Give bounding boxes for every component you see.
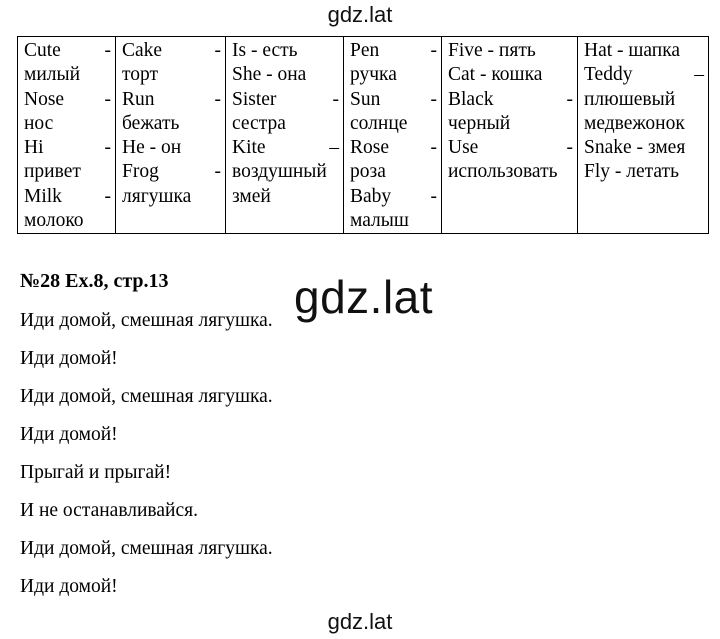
vocab-dash: - <box>104 40 111 61</box>
vocab-word: лягушка <box>122 185 192 207</box>
vocab-word: использовать <box>448 161 558 183</box>
vocab-dash: - <box>430 88 437 110</box>
vocab-word: Kite <box>232 137 266 159</box>
vocab-word: Hat - шапка <box>584 40 681 61</box>
vocab-word: Teddy <box>584 64 633 86</box>
vocab-word: Rose <box>350 137 389 159</box>
vocab-word: Snake - змея <box>584 137 686 159</box>
vocab-dash: - <box>430 137 437 159</box>
exercise-line: И не останавливайся. <box>20 500 198 521</box>
vocab-word: медвежонок <box>584 112 685 134</box>
vocab-cell-3 <box>226 37 344 234</box>
vocab-cell-4 <box>344 37 442 234</box>
vocab-line <box>448 136 573 160</box>
vocab-cell-2 <box>116 37 226 234</box>
exercise-line: Иди домой, смешная лягушка. <box>20 386 273 407</box>
vocab-word: черный <box>448 112 511 134</box>
vocab-line <box>350 112 437 136</box>
vocab-line <box>448 112 573 136</box>
vocab-word: Run <box>122 88 155 110</box>
vocab-word: роза <box>350 161 386 183</box>
vocab-dash: - <box>332 88 339 110</box>
vocab-word: Cat - кошка <box>448 64 543 86</box>
vocab-word: Milk <box>24 185 62 207</box>
watermark-top: gdz.lat <box>327 2 393 27</box>
vocab-word: Baby <box>350 185 392 207</box>
vocab-dash: - <box>214 88 221 110</box>
vocab-word: Five - пять <box>448 40 536 61</box>
vocab-line <box>350 209 437 233</box>
vocab-dash: - <box>566 137 573 159</box>
vocab-line <box>448 63 573 87</box>
vocab-word: солнце <box>350 112 408 134</box>
vocab-line <box>122 88 221 112</box>
vocab-line <box>448 160 573 184</box>
vocab-dash: - <box>104 88 111 110</box>
vocabulary-row <box>18 37 709 234</box>
vocab-line <box>584 160 704 184</box>
vocab-word: Black <box>448 88 494 110</box>
vocab-word: Nose <box>24 88 65 110</box>
vocab-word: привет <box>24 161 81 183</box>
vocab-line <box>448 39 573 63</box>
vocab-word: ручка <box>350 64 397 86</box>
vocab-line <box>122 63 221 87</box>
exercise-line: Прыгай и прыгай! <box>20 462 172 483</box>
vocab-word: милый <box>24 64 81 86</box>
vocab-word: молоко <box>24 210 84 232</box>
vocab-line <box>350 63 437 87</box>
vocab-line <box>232 160 339 184</box>
vocab-word: Is - есть <box>232 40 298 61</box>
vocab-word: Use <box>448 137 479 159</box>
vocab-line <box>350 39 437 63</box>
vocab-line <box>24 160 111 184</box>
vocab-word: Hi <box>24 137 44 159</box>
exercise-line: Иди домой! <box>20 576 118 597</box>
vocab-line <box>584 63 704 87</box>
exercise-line: Иди домой, смешная лягушка. <box>20 538 273 559</box>
vocab-line <box>232 136 339 160</box>
vocab-dash: – <box>694 64 704 86</box>
vocab-line <box>122 136 221 160</box>
vocab-line <box>24 63 111 87</box>
vocab-dash: – <box>329 137 339 159</box>
vocab-line <box>24 136 111 160</box>
vocab-line <box>232 185 339 209</box>
vocab-line <box>122 112 221 136</box>
vocab-word: He - он <box>122 137 182 159</box>
vocab-dash: - <box>214 40 221 61</box>
vocab-line <box>584 112 704 136</box>
vocab-cell-5 <box>442 37 578 234</box>
vocab-cell-6 <box>578 37 709 234</box>
vocab-line <box>584 88 704 112</box>
vocab-word: Frog <box>122 161 159 183</box>
vocab-word: She - она <box>232 64 307 86</box>
vocab-line <box>350 185 437 209</box>
vocab-line <box>584 39 704 63</box>
vocab-dash: - <box>430 185 437 207</box>
vocab-word: сестра <box>232 112 286 134</box>
exercise-heading: №28 Ex.8, стр.13 <box>20 270 169 292</box>
vocab-dash: - <box>104 185 111 207</box>
vocab-cell-1 <box>18 37 116 234</box>
vocab-line <box>24 112 111 136</box>
vocabulary-table <box>17 36 709 234</box>
vocab-word: Cake <box>122 40 163 61</box>
vocab-line <box>232 88 339 112</box>
exercise-line: Иди домой, смешная лягушка. <box>20 310 273 331</box>
vocab-line <box>122 185 221 209</box>
vocab-word: Cute <box>24 40 61 61</box>
vocab-word: малыш <box>350 210 409 232</box>
vocab-line <box>448 88 573 112</box>
vocab-line <box>584 136 704 160</box>
exercise-line: Иди домой! <box>20 348 118 369</box>
watermark-bottom: gdz.lat <box>327 609 393 634</box>
vocab-line <box>122 160 221 184</box>
vocab-line <box>350 136 437 160</box>
vocab-word: торт <box>122 64 159 86</box>
vocab-line <box>232 112 339 136</box>
vocab-word: Sister <box>232 88 277 110</box>
vocab-line <box>350 88 437 112</box>
vocab-line <box>232 63 339 87</box>
vocab-dash: - <box>214 161 221 183</box>
vocab-word: плюшевый <box>584 88 676 110</box>
vocab-word: Sun <box>350 88 381 110</box>
vocab-line <box>24 39 111 63</box>
vocab-word: Pen <box>350 40 380 61</box>
vocab-line <box>232 39 339 63</box>
vocab-dash: - <box>566 88 573 110</box>
vocab-word: нос <box>24 112 54 134</box>
vocab-word: змей <box>232 185 271 207</box>
exercise-line: Иди домой! <box>20 424 118 445</box>
vocab-word: бежать <box>122 112 180 134</box>
vocab-line <box>24 88 111 112</box>
vocab-dash: - <box>104 137 111 159</box>
watermark-middle: gdz.lat <box>294 271 434 323</box>
vocab-word: Fly - летать <box>584 161 679 183</box>
vocab-line <box>122 39 221 63</box>
vocab-dash: - <box>430 40 437 61</box>
vocab-line <box>24 209 111 233</box>
vocab-line <box>350 160 437 184</box>
vocab-line <box>24 185 111 209</box>
vocab-word: воздушный <box>232 161 327 183</box>
